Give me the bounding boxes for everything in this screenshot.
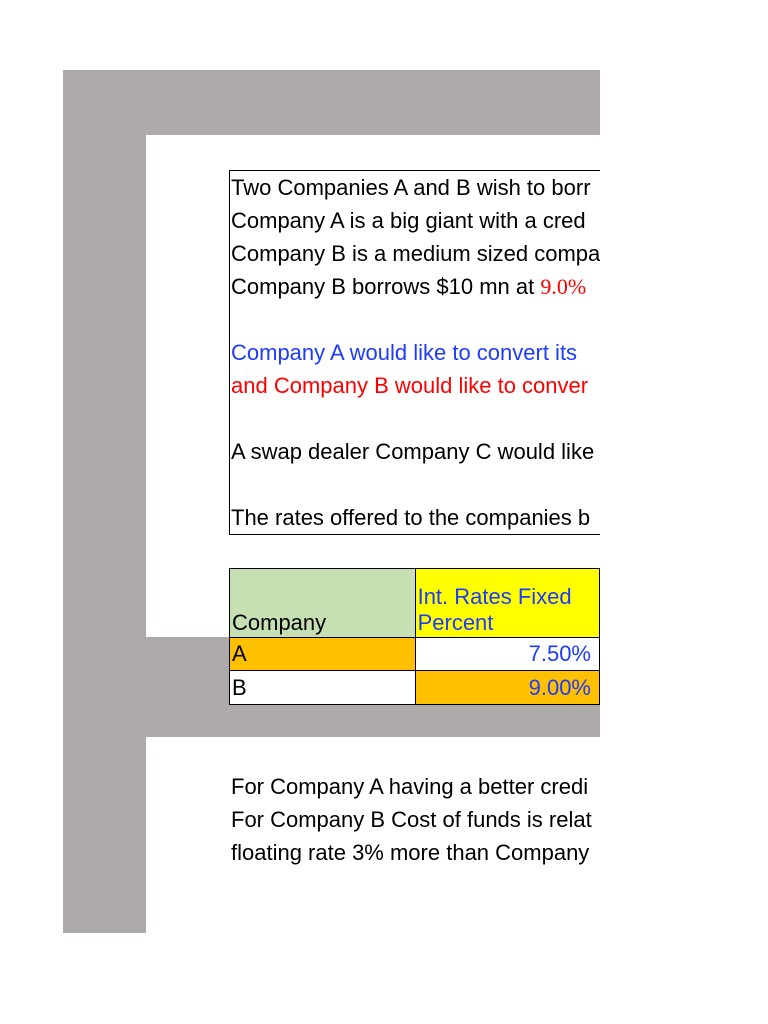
problem-line-8: The rates offered to the companies b: [231, 505, 591, 530]
problem-statement-box: [229, 170, 600, 535]
header-fixed-rate-cell: [415, 569, 599, 638]
company-cell: B: [230, 671, 416, 705]
blank-line: [231, 402, 600, 435]
problem-line-2: Company A is a big giant with a cred: [231, 208, 586, 233]
blank-line: [231, 468, 600, 501]
problem-line-6: and Company B would like to conver: [231, 373, 589, 398]
header-company-label: Company: [232, 610, 327, 635]
table-row: [230, 671, 600, 705]
explanation-line-2: For Company B Cost of funds is relat: [231, 807, 592, 832]
explanation-text: [231, 770, 592, 869]
explanation-line-3: floating rate 3% more than Company: [231, 840, 590, 865]
problem-line-7: A swap dealer Company C would like: [231, 439, 595, 464]
table-row: [230, 638, 600, 671]
header-fixed-rate-label-line-2: Percent: [417, 610, 494, 635]
problem-line-4-rate: 9.0%: [540, 274, 587, 299]
problem-line-4: [231, 270, 600, 303]
fixed-rate-cell: 7.50%: [415, 638, 599, 671]
frame-left-bar: [63, 70, 146, 933]
table-header-row: [230, 569, 600, 638]
problem-line-1: Two Companies A and B wish to borr: [231, 175, 591, 200]
problem-line-4-text: Company B borrows $10 mn at: [231, 274, 541, 299]
fixed-rate-cell: 9.00%: [415, 671, 599, 705]
header-company-cell: [230, 569, 416, 638]
header-fixed-rate-label-line-1: Int. Rates Fixed: [417, 584, 572, 609]
company-cell: A: [230, 638, 416, 671]
rates-table: [229, 568, 600, 705]
problem-line-5: Company A would like to convert its: [231, 340, 578, 365]
explanation-line-1: For Company A having a better credi: [231, 774, 589, 799]
problem-line-3: Company B is a medium sized compa: [231, 241, 600, 266]
blank-line: [231, 303, 600, 336]
